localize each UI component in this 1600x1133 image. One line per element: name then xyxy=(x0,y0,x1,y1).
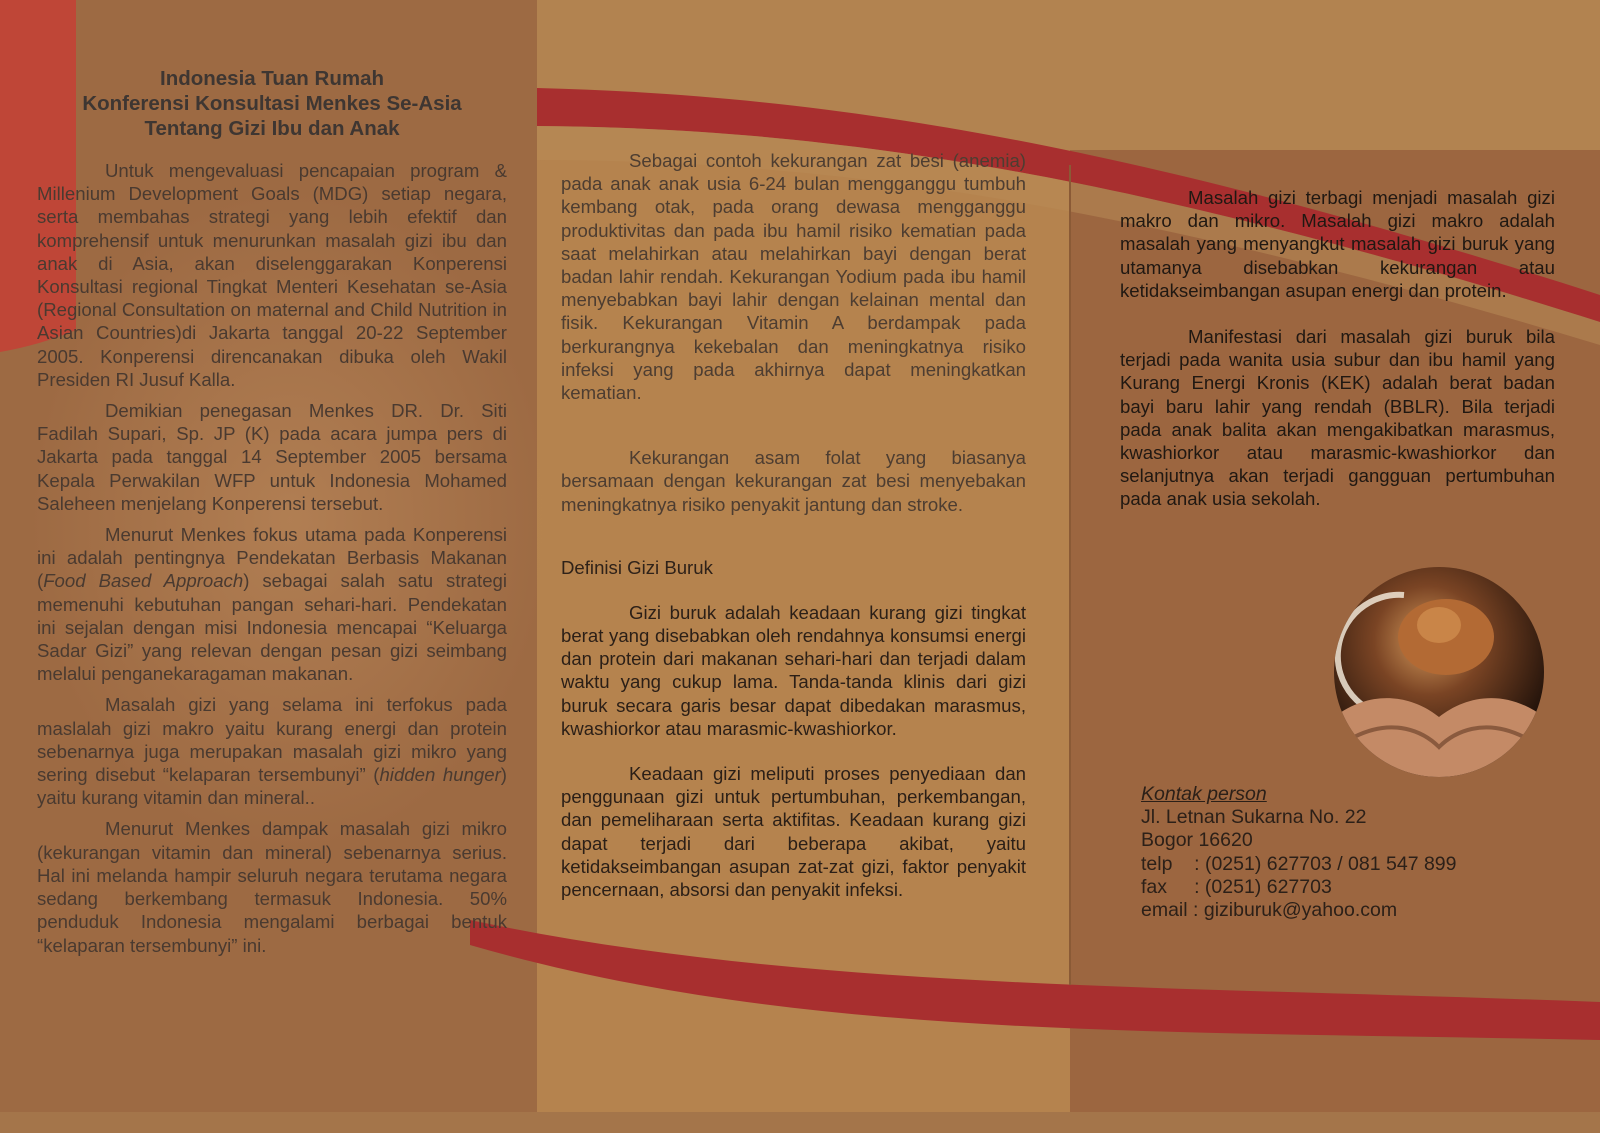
left-column xyxy=(37,66,507,965)
paragraph-iron-deficiency: Sebagai contoh kekurangan zat besi (anemia) pada anak anak usia 6-24 bulan mengganggu tumbuh kembang otak, pada orang dewasa mengganggu produktivitas dan pada ibu hamil risiko kematian pada saat melahirkan atau melahirkan bayi dengan berat badan lahir rendah. Kekurangan Yodium pada ibu hamil menyebabkan bayi lahir dengan kelainan mental dan fisik. Kekurangan Vitamin A berdampak pada berkurangnya kekebalan dan meningkatnya risiko infeksi yang pada akhirnya dapat meningkatkan kematian. xyxy=(561,150,1026,404)
hands-holding-infant-photo xyxy=(1334,567,1544,777)
paragraph-food-based-approach: Menurut Menkes fokus utama pada Konperensi ini adalah pentingnya Pendekatan Berbasis Makanan (Food Based Approach) sebagai salah satu strategi memenuhi kebutuhan pangan sehari-hari. Pendekatan ini sejalan dengan misi Indonesia mencapai “Keluarga Sadar Gizi” yang relevan dengan pesan gizi seimbang melalui penganekaragaman makanan. xyxy=(37,524,508,685)
contact-address-street: Jl. Letnan Sukarna No. 22 xyxy=(1141,806,1367,829)
contact-title: Kontak person xyxy=(1141,783,1267,805)
paragraph-menkes-statement: Demikian penegasan Menkes DR. Dr. Siti Fadilah Supari, Sp. JP (K) pada acara jumpa pers di Jakarta pada tanggal 14 September 2005 bersama Kepala Perwakilan WFP untuk Indonesia Mohamed Saleheen menjelang Konperensi tersebut. xyxy=(37,400,507,514)
bottom-edge xyxy=(0,1112,1600,1133)
paragraph-gizi-buruk-definition: Gizi buruk adalah keadaan kurang gizi tingkat berat yang disebabkan oleh rendahnya konsumsi energi dan protein dari makanan sehari-hari dan terjadi dalam waktu yang cukup lama. Tanda-tanda klinis dari gizi buruk secara garis besar dapat dibedakan marasmus, kwashiorkor atau marasmic-kwashiorkor. xyxy=(561,601,1026,739)
right-column xyxy=(1120,186,1555,511)
contact-email: email : giziburuk@yahoo.com xyxy=(1141,899,1398,922)
section-subtitle: Definisi Gizi Buruk xyxy=(561,556,713,578)
contact-telp: telp : (0251) 627703 / 081 547 899 xyxy=(1141,852,1457,875)
middle-column xyxy=(561,149,1026,901)
article-title xyxy=(37,66,507,141)
paragraph-macro-micro: Masalah gizi terbagi menjadi masalah gizi makro dan mikro. Masalah gizi makro adalah masalah yang menyangkut masalah gizi buruk yang utamanya disebabkan kekurangan atau ketidakseimbangan asupan energi dan protein. xyxy=(1120,187,1555,301)
contact-address-city: Bogor 16620 xyxy=(1141,829,1253,852)
paragraph-micro-nutrient-impact: Menurut Menkes dampak masalah gizi mikro (kekurangan vitamin dan mineral) sebenarnya serius. Hal ini melanda hampir seluruh negara terutama negara sedang berkembang termasuk Indonesia. 50% penduduk Indonesia mengalami berbagai bentuk “kelaparan tersembunyi” ini. xyxy=(37,818,507,956)
paragraph-nutrition-state: Keadaan gizi meliputi proses penyediaan dan penggunaan gizi untuk pertumbuhan, perkembangan, dan pemeliharaan serta aktifitas. Keadaan kurang gizi dapat terjadi dari beberapa akibat, yaitu ketidakseimbangan asupan zat-zat gizi, faktor penyakit pencernaan, absorsi dan penyakit infeksi. xyxy=(561,763,1026,901)
paragraph-mdg: Untuk mengevaluasi pencapaian program & Millenium Development Goals (MDG) setiap negara, serta membahas strategi yang lebih efektif dan komprehensif untuk menurunkan masalah gizi ibu dan anak di Asia, akan diselenggarakan Konperensi Konsultasi regional Tingkat Menteri Kesehatan se-Asia (Regional Consultation on maternal and Child Nutrition in Asian Countries)di Jakarta tanggal 20-22 September 2005. Konperensi direncanakan dibuka oleh Wakil Presiden RI Jusuf Kalla. xyxy=(37,160,507,390)
paragraph-manifestation: Manifestasi dari masalah gizi buruk bila terjadi pada wanita usia subur dan ibu hamil yang Kurang Energi Kronis (KEK) adalah berat badan bayi baru lahir yang rendah (BBLR). Bila terjadi pada anak balita akan mengakibatkan marasmus, kwashiorkor atau marasmic-kwashiorkor dan selanjutnya akan terjadi gangguan pertumbuhan pada anak usia sekolah. xyxy=(1120,326,1555,510)
title-line-1: Indonesia Tuan Rumah xyxy=(160,67,384,90)
paragraph-folic-acid: Kekurangan asam folat yang biasanya bersamaan dengan kekurangan zat besi menyebakan meningkatnya risiko penyakit jantung dan stroke. xyxy=(561,447,1026,515)
title-line-3: Tentang Gizi Ibu dan Anak xyxy=(144,117,400,140)
contact-fax: fax : (0251) 627703 xyxy=(1141,875,1332,898)
paragraph-hidden-hunger: Masalah gizi yang selama ini terfokus pada maslalah gizi makro yaitu kurang energi dan protein sebenarnya juga merupakan masalah gizi mikro yang sering disebut “kelaparan tersembunyi” (hidden hunger) yaitu kurang vitamin dan mineral.. xyxy=(37,694,507,809)
contact-block xyxy=(1141,783,1561,922)
title-line-2: Konferensi Konsultasi Menkes Se-Asia xyxy=(82,92,462,115)
